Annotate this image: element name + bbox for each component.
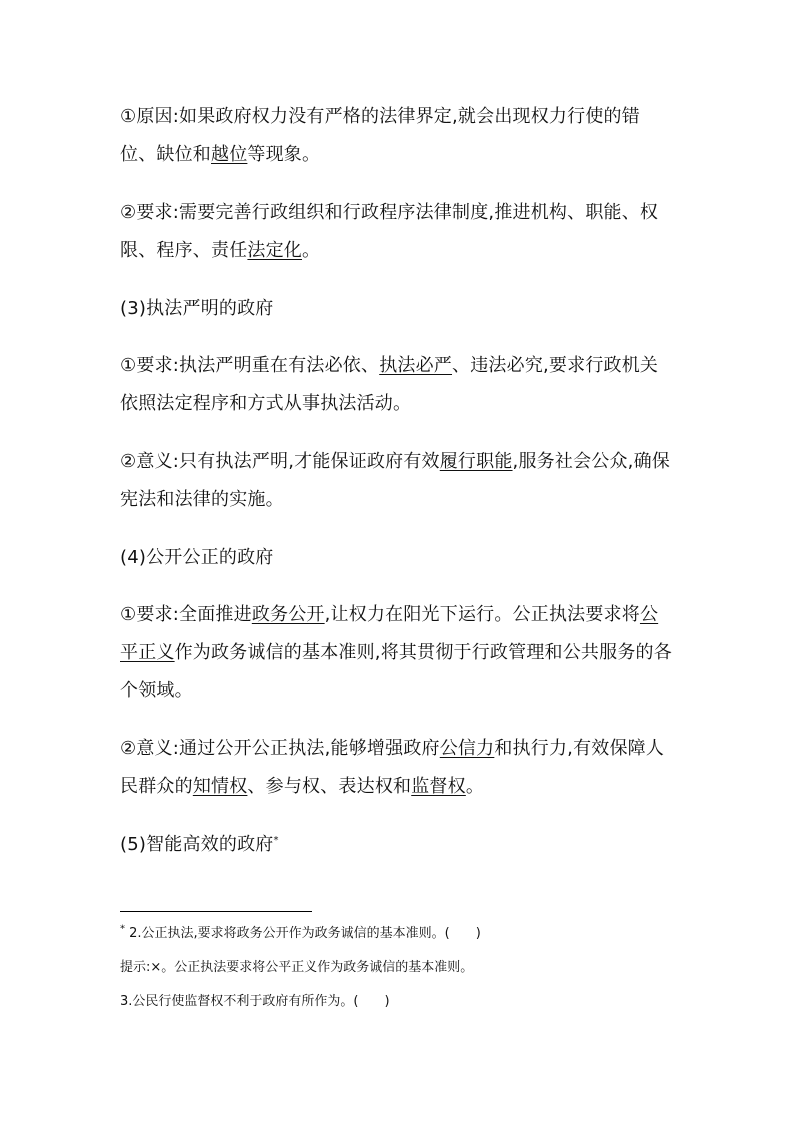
section-heading-5: [120, 826, 676, 864]
text: ①要求:执法严明重在有法必依、: [120, 355, 380, 376]
underlined-term: 越位: [211, 144, 248, 165]
text: ②意义:只有执法严明,才能保证政府有效: [120, 451, 440, 472]
text: ①原因:如果政府权力没有严格的法律界定,就会出现权力行使的错位、缺位和: [120, 106, 640, 165]
text: 等现象。: [247, 144, 321, 165]
text: ②要求:需要完善行政组织和行政程序法律制度,推进机构、职能、权限、程序、责任: [120, 202, 659, 261]
paragraph-requirement: [120, 194, 676, 270]
section-heading-3: [120, 290, 676, 328]
paragraph-openness-significance: [120, 730, 676, 806]
underlined-term: 执法必严: [379, 355, 453, 376]
underlined-term: 政务公开: [251, 604, 325, 625]
text: 、参与权、表达权和: [247, 776, 412, 797]
footnote-hint: [120, 958, 680, 978]
heading-text: (5)智能高效的政府: [120, 834, 274, 855]
footnote-text: 提示:×。公正执法要求将公平正义作为政务诚信的基本准则。: [120, 960, 474, 975]
heading-text: (3)执法严明的政府: [120, 298, 274, 319]
paragraph-reason: [120, 98, 676, 174]
text: ,服务社会公众,确保宪法和法律的实施。: [120, 451, 670, 510]
text: 。: [465, 776, 485, 797]
text: 作为政务诚信的基本准则,将其贯彻于行政管理和公共服务的各个领域。: [120, 642, 672, 701]
underlined-term: 法定化: [247, 240, 303, 261]
paragraph-enforcement-requirement: [120, 347, 676, 423]
underlined-term: 公信力: [439, 738, 495, 759]
footnote-marker: *: [120, 923, 125, 935]
footnote-divider: [120, 911, 312, 912]
paragraph-enforcement-significance: [120, 443, 676, 519]
text: ,让权力在阳光下运行。公正执法要求将: [324, 604, 640, 625]
text: ①要求:全面推进: [120, 604, 252, 625]
footnote-text: 2.公正执法,要求将政务公开作为政务诚信的基本准则。( ): [125, 926, 481, 941]
underlined-term: 知情权: [192, 776, 248, 797]
text: 、违法必究,要求行政机关依照法定程序和方式从事执法活动。: [120, 355, 659, 414]
footnote-question-2: [120, 924, 680, 944]
underlined-term: 公平正义: [120, 604, 659, 663]
text: 。: [302, 240, 321, 261]
footnote-text: 3.公民行使监督权不利于政府有所作为。( ): [120, 994, 390, 1009]
underlined-term: 监督权: [411, 776, 466, 797]
footnote-marker: *: [273, 835, 279, 846]
text: 和执行力,有效保障人民群众的: [120, 738, 665, 797]
section-heading-4: [120, 539, 676, 577]
underlined-term: 履行职能: [439, 451, 513, 472]
paragraph-openness-requirement: [120, 596, 676, 710]
text: ②意义:通过公开公正执法,能够增强政府: [120, 738, 440, 759]
heading-text: (4)公开公正的政府: [120, 547, 274, 568]
footnote-question-3: [120, 992, 680, 1012]
